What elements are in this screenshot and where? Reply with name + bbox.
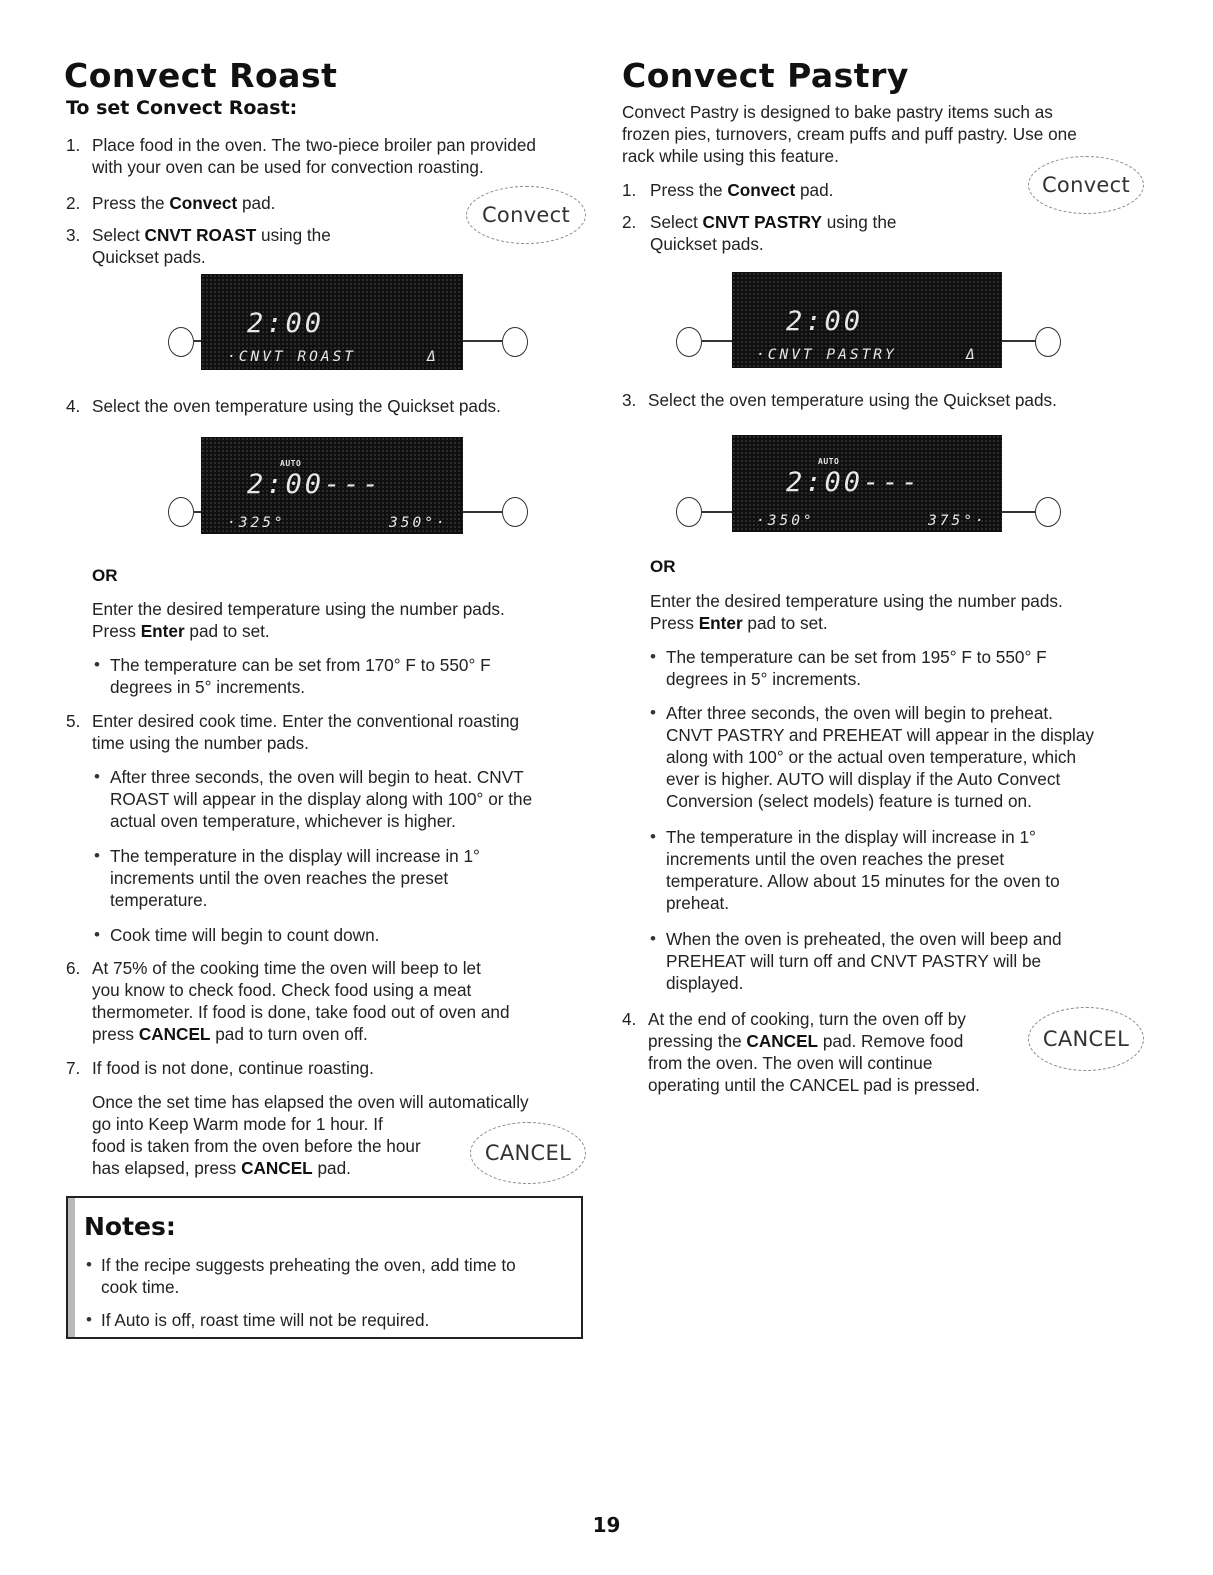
step-text: you know to check food. Check food using a meat <box>92 980 472 1000</box>
quickset-pad-icon <box>168 327 194 357</box>
step-text: with your oven can be used for convection roasting. <box>92 157 484 177</box>
bullet-icon: • <box>650 827 656 846</box>
pad-label: CANCEL <box>1042 1027 1130 1051</box>
bullet-icon: • <box>86 1310 92 1329</box>
step-number: 4. <box>66 396 81 416</box>
step-text: Quickset pads. <box>92 247 206 267</box>
step-number: 1. <box>622 180 637 200</box>
bullet-text: temperature. Allow about 15 minutes for the oven to <box>666 871 1060 891</box>
display-temp-low: ·325° <box>227 515 286 531</box>
bullet-text: When the oven is preheated, the oven will beep and <box>666 929 1062 949</box>
bullet-icon: • <box>94 846 100 865</box>
bullet-icon: • <box>94 655 100 674</box>
pad-label: Convect <box>481 203 571 227</box>
step-number: 4. <box>622 1009 637 1029</box>
display-screen <box>201 274 463 370</box>
quickset-pad-icon <box>502 497 528 527</box>
step-text: Select CNVT ROAST using the <box>92 225 331 245</box>
display-temp-high: 375°· <box>928 513 987 529</box>
display-mode: ·CNVT PASTRY <box>756 347 897 363</box>
connector-line <box>1002 340 1036 342</box>
body-text: frozen pies, turnovers, cream puffs and puff pastry. Use one <box>622 124 1077 144</box>
display-temp-low: ·350° <box>756 513 815 529</box>
pad-label: Convect <box>1041 173 1131 197</box>
body-text: go into Keep Warm mode for 1 hour. If <box>92 1114 383 1134</box>
quickset-pad-icon <box>502 327 528 357</box>
quickset-pad-icon <box>1035 497 1061 527</box>
quickset-pad-icon <box>168 497 194 527</box>
bullet-icon: • <box>94 925 100 944</box>
oven-display <box>168 272 534 372</box>
bullet-text: After three seconds, the oven will begin to preheat. <box>666 703 1053 723</box>
notes-text: If Auto is off, roast time will not be required. <box>101 1310 430 1330</box>
step-text: from the oven. The oven will continue <box>648 1053 933 1073</box>
bullet-icon: • <box>94 767 100 786</box>
bullet-text: ROAST will appear in the display along with 100° or the <box>110 789 533 809</box>
connector-line <box>702 511 732 513</box>
or-label: OR <box>92 566 118 585</box>
step-text: Select the oven temperature using the Quickset pads. <box>92 396 501 416</box>
step-text: pressing the CANCEL pad. Remove food <box>648 1031 964 1051</box>
step-text: Enter desired cook time. Enter the conventional roasting <box>92 711 520 731</box>
quickset-pad-icon <box>676 327 702 357</box>
step-number: 2. <box>622 212 637 232</box>
step-number: 3. <box>622 390 637 410</box>
page-title-convect-pastry: Convect Pastry <box>622 56 909 95</box>
step-text: time using the number pads. <box>92 733 309 753</box>
connector-line <box>463 340 503 342</box>
step-text: operating until the CANCEL pad is pressed. <box>648 1075 980 1095</box>
display-auto-indicator: AUTO <box>280 459 302 468</box>
connector-line <box>702 340 732 342</box>
display-screen <box>201 437 463 534</box>
connector-line <box>463 511 503 513</box>
page-number: 19 <box>592 1513 621 1537</box>
bullet-text: increments until the oven reaches the preset <box>666 849 1005 869</box>
bullet-text: CNVT PASTRY and PREHEAT will appear in the display <box>666 725 1094 745</box>
bullet-icon: • <box>86 1255 92 1274</box>
bullet-text: The temperature can be set from 195° F to 550° F <box>666 647 1047 667</box>
cancel-pad-icon <box>470 1122 586 1184</box>
display-triangle-icon: Δ <box>966 347 978 363</box>
body-text: has elapsed, press CANCEL pad. <box>92 1158 351 1178</box>
bullet-text: The temperature can be set from 170° F to 550° F <box>110 655 491 675</box>
bullet-text: The temperature in the display will increase in 1° <box>110 846 480 866</box>
body-text: rack while using this feature. <box>622 146 839 166</box>
convect-pad-icon <box>1028 156 1144 214</box>
bullet-text: ever is higher. AUTO will display if the Auto Convect <box>666 769 1061 789</box>
convect-pad-icon <box>466 186 586 244</box>
step-text: At 75% of the cooking time the oven will beep to let <box>92 958 481 978</box>
step-number: 1. <box>66 135 81 155</box>
connector-line <box>1002 511 1036 513</box>
cancel-pad-icon <box>1028 1007 1144 1071</box>
oven-display <box>168 437 534 537</box>
step-number: 6. <box>66 958 81 978</box>
display-temp-high: 350°· <box>389 515 448 531</box>
step-text: Select the oven temperature using the Quickset pads. <box>648 390 1057 410</box>
step-text: At the end of cooking, turn the oven off by <box>648 1009 966 1029</box>
quickset-pad-icon <box>676 497 702 527</box>
step-text: Press the Convect pad. <box>650 180 834 200</box>
body-text: Enter the desired temperature using the number pads. <box>650 591 1063 611</box>
step-number: 7. <box>66 1058 81 1078</box>
bullet-icon: • <box>650 703 656 722</box>
pad-label: CANCEL <box>484 1141 572 1165</box>
step-number: 5. <box>66 711 81 731</box>
bullet-text: After three seconds, the oven will begin to heat. CNVT <box>110 767 524 787</box>
quickset-pad-icon <box>1035 327 1061 357</box>
bullet-text: degrees in 5° increments. <box>666 669 862 689</box>
notes-text: cook time. <box>101 1277 180 1297</box>
body-text: Press Enter pad to set. <box>650 613 828 633</box>
section-subtitle: To set Convect Roast: <box>66 97 298 119</box>
body-text: food is taken from the oven before the hour <box>92 1136 421 1156</box>
bullet-text: degrees in 5° increments. <box>110 677 306 697</box>
step-text: Quickset pads. <box>650 234 764 254</box>
notes-box <box>66 1196 583 1339</box>
display-time: 2:00--- <box>247 469 382 500</box>
step-text: thermometer. If food is done, take food out of oven and <box>92 1002 510 1022</box>
notes-title: Notes: <box>84 1212 176 1241</box>
bullet-text: Conversion (select models) feature is turned on. <box>666 791 1032 811</box>
step-number: 3. <box>66 225 81 245</box>
step-text: If food is not done, continue roasting. <box>92 1058 374 1078</box>
display-time: 2:00 <box>786 306 864 337</box>
bullet-text: increments until the oven reaches the preset <box>110 868 449 888</box>
display-mode: ·CNVT ROAST <box>227 349 357 365</box>
step-text: Press the Convect pad. <box>92 193 276 213</box>
display-screen <box>732 272 1002 368</box>
bullet-text: displayed. <box>666 973 744 993</box>
body-text: Press Enter pad to set. <box>92 621 270 641</box>
step-text: Place food in the oven. The two-piece broiler pan provided <box>92 135 536 155</box>
display-triangle-icon: Δ <box>427 349 439 365</box>
bullet-text: temperature. <box>110 890 208 910</box>
or-label: OR <box>650 557 676 576</box>
step-text: Select CNVT PASTRY using the <box>650 212 897 232</box>
bullet-text: preheat. <box>666 893 730 913</box>
bullet-icon: • <box>650 929 656 948</box>
bullet-text: actual oven temperature, whichever is higher. <box>110 811 456 831</box>
body-text: Once the set time has elapsed the oven will automatically <box>92 1092 529 1112</box>
bullet-text: PREHEAT will turn off and CNVT PASTRY will be <box>666 951 1042 971</box>
display-time: 2:00--- <box>786 467 921 498</box>
body-text: Convect Pastry is designed to bake pastry items such as <box>622 102 1053 122</box>
bullet-text: along with 100° or the actual oven temperature, which <box>666 747 1077 767</box>
oven-display <box>676 270 1076 370</box>
bullet-text: Cook time will begin to count down. <box>110 925 380 945</box>
bullet-icon: • <box>650 647 656 666</box>
step-number: 2. <box>66 193 81 213</box>
notes-accent-bar <box>68 1198 75 1337</box>
page-title-convect-roast: Convect Roast <box>64 56 338 95</box>
display-time: 2:00 <box>247 308 325 339</box>
step-text: press CANCEL pad to turn oven off. <box>92 1024 368 1044</box>
display-screen <box>732 435 1002 532</box>
display-auto-indicator: AUTO <box>818 457 840 466</box>
oven-display <box>676 435 1076 535</box>
bullet-text: The temperature in the display will increase in 1° <box>666 827 1036 847</box>
notes-text: If the recipe suggests preheating the oven, add time to <box>101 1255 516 1275</box>
body-text: Enter the desired temperature using the number pads. <box>92 599 505 619</box>
